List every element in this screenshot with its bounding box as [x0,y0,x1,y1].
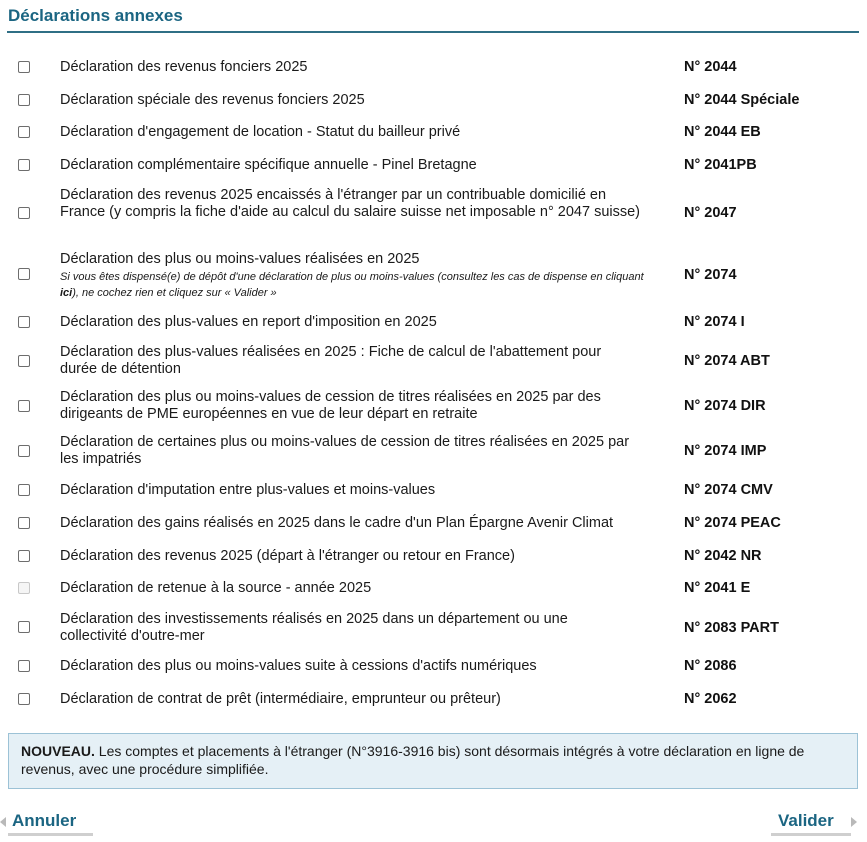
declaration-title: Déclaration des plus ou moins-values réalisées en 2025 [60,251,420,267]
form-code: N° 2074 [684,267,737,283]
checkbox-disabled [18,582,30,594]
declaration-label: Déclaration d'imputation entre plus-values et moins-values [60,482,436,498]
arrow-right-icon [851,817,857,827]
list-item [0,548,867,566]
list-item [0,187,867,239]
declaration-label: Déclaration des gains réalisés en 2025 dans le cadre d'un Plan Épargne Avenir Climat [60,515,614,531]
note-text-start: Si vous êtes dispensé(e) de dépôt d'une déclaration de plus ou moins-values (consultez les cas de dispense en cliquant [60,271,644,283]
list-item [0,251,867,303]
validate-label: Valider [778,811,834,830]
form-code: N° 2074 PEAC [684,515,781,531]
note-text-end: ), ne cochez rien et cliquez sur « Valider » [72,287,277,299]
notice-text [21,742,841,778]
list-item [0,92,867,110]
list-item [0,314,867,332]
checkbox[interactable] [18,621,30,633]
checkbox[interactable] [18,94,30,106]
declaration-label: Déclaration de contrat de prêt (intermédiaire, emprunteur ou prêteur) [60,691,501,707]
list-item [0,580,867,598]
declaration-label: Déclaration des plus ou moins-values suite à cessions d'actifs numériques [60,658,537,674]
form-code: N° 2044 [684,59,737,75]
page-title: Déclarations annexes [8,6,183,25]
notice-body: Les comptes et placements à l'étranger (N°3916-3916 bis) sont désormais intégrés à votre déclaration en ligne de revenus, avec une procédure simplifiée. [21,743,805,777]
validate-button[interactable] [771,811,861,833]
form-code: N° 2042 NR [684,548,762,564]
form-code: N° 2074 ABT [684,353,770,369]
declaration-label: Déclaration spéciale des revenus fonciers 2025 [60,92,365,108]
checkbox[interactable] [18,693,30,705]
checkbox[interactable] [18,484,30,496]
section-header [7,0,859,33]
checkbox[interactable] [18,316,30,328]
list-item [0,344,867,379]
list-item [0,434,867,469]
declaration-label: Déclaration d'engagement de location - Statut du bailleur privé [60,124,461,140]
form-code: N° 2041PB [684,157,757,173]
dispense-link[interactable]: ici [60,287,73,299]
declaration-label: Déclaration des plus ou moins-values de cession de titres réalisées en 2025 par des dirigeants de PME européennes en vue de leur départ en retraite [60,389,601,422]
checkbox[interactable] [18,445,30,457]
checkbox[interactable] [18,400,30,412]
checkbox[interactable] [18,61,30,73]
form-code: N° 2062 [684,691,737,707]
form-code: N° 2047 [684,205,737,221]
checkbox[interactable] [18,517,30,529]
checkbox[interactable] [18,268,30,280]
form-code: N° 2086 [684,658,737,674]
list-item [0,124,867,142]
form-code: N° 2074 DIR [684,398,766,414]
notice-label: NOUVEAU. [21,743,95,759]
form-code: N° 2074 IMP [684,443,767,459]
declaration-label: Déclaration des revenus fonciers 2025 [60,59,308,75]
list-item [0,515,867,533]
form-code: N° 2041 E [684,580,751,596]
declaration-label: Déclaration des plus-values en report d'imposition en 2025 [60,314,437,330]
cancel-label: Annuler [12,811,77,830]
declaration-label: Déclaration des revenus 2025 encaissés à l'étranger par un contribuable domicilié en France (y compris la fiche d'aide au calcul du salaire suisse net imposable n° 2047 suisse) [60,187,640,220]
info-notice [8,733,858,789]
checkbox[interactable] [18,159,30,171]
list-item [0,389,867,424]
list-item [0,691,867,709]
declaration-label: Déclaration des investissements réalisés en 2025 dans un département ou une collectivité d'outre-mer [60,611,568,644]
form-code: N° 2083 PART [684,620,779,636]
list-item [0,611,867,646]
checkbox[interactable] [18,355,30,367]
form-code: N° 2044 EB [684,124,761,140]
declaration-label: Déclaration des revenus 2025 (départ à l'étranger ou retour en France) [60,548,515,564]
cancel-underline [8,833,93,836]
declaration-label: Déclaration de certaines plus ou moins-values de cession de titres réalisées en 2025 par les impatriés [60,434,630,467]
cancel-button[interactable] [0,811,93,833]
form-code: N° 2074 I [684,314,745,330]
form-code: N° 2044 Spéciale [684,92,800,108]
declaration-label [60,251,650,301]
arrow-left-icon [0,817,6,827]
validate-underline [771,833,851,836]
declaration-label: Déclaration des plus-values réalisées en 2025 : Fiche de calcul de l'abattement pour durée de détention [60,344,602,377]
declaration-label: Déclaration complémentaire spécifique annuelle - Pinel Bretagne [60,157,477,173]
list-item [0,59,867,77]
list-item [0,157,867,175]
checkbox[interactable] [18,550,30,562]
list-item [0,658,867,676]
checkbox[interactable] [18,660,30,672]
checkbox[interactable] [18,207,30,219]
list-item [0,482,867,500]
form-code: N° 2074 CMV [684,482,773,498]
declaration-label: Déclaration de retenue à la source - année 2025 [60,580,372,596]
checkbox[interactable] [18,126,30,138]
dispense-note [60,269,650,301]
